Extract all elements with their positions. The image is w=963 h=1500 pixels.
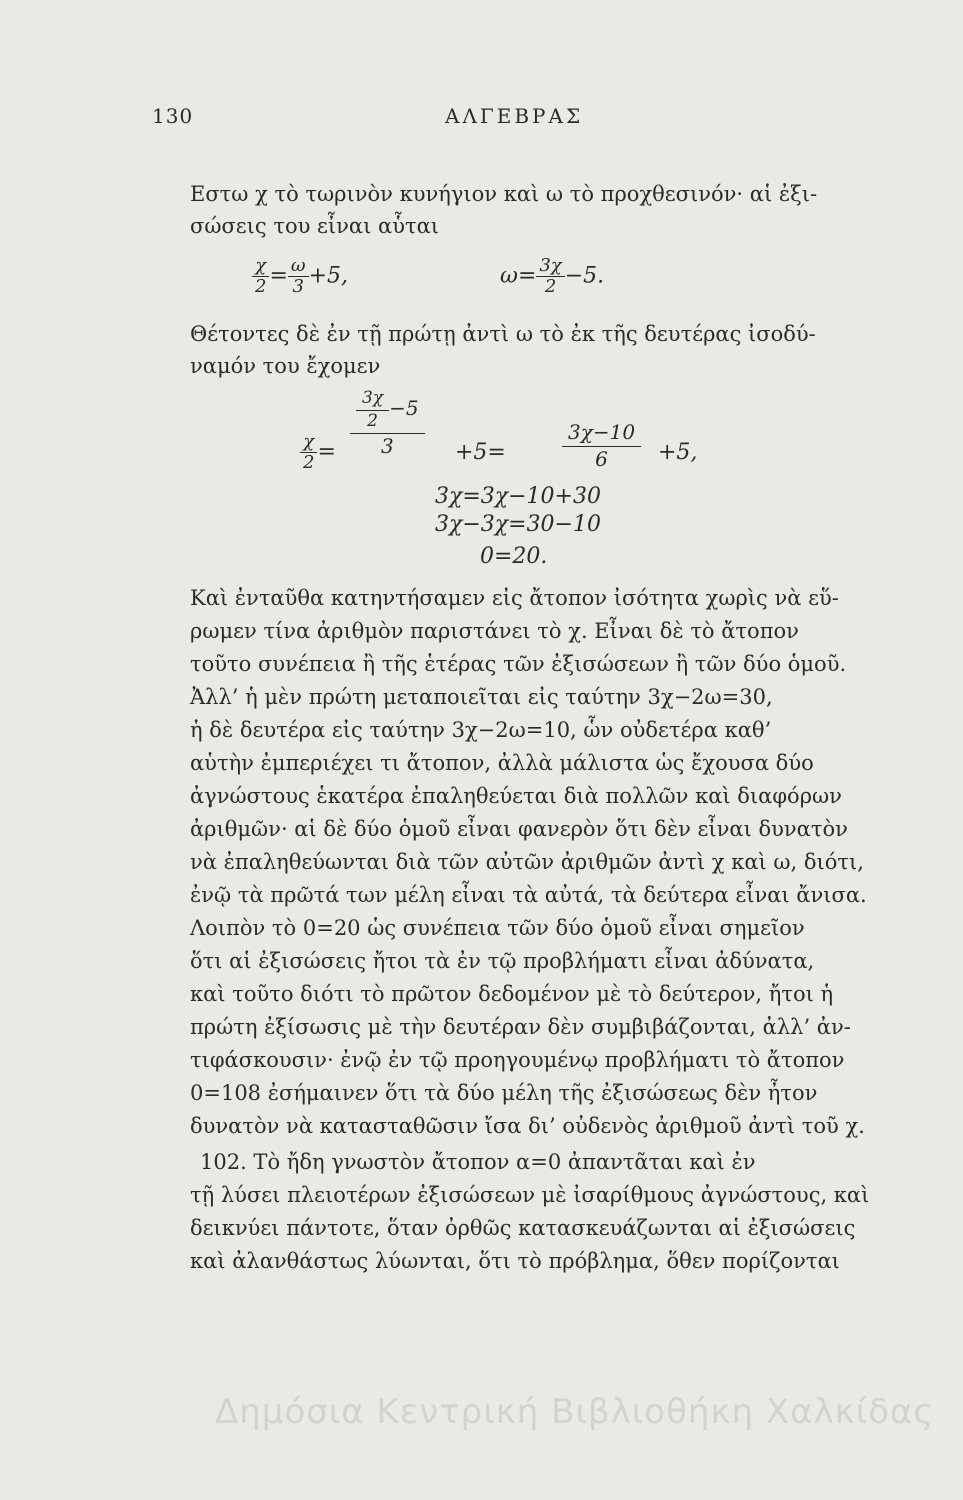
body-line-6: αὑτὴν ἐμπεριέχει τι ἄτοπον, ἀλλὰ μάλιστα ὡς ἔχουσα δύο	[190, 751, 814, 775]
body-line-4: Ἀλλ’ ἡ μὲν πρώτη μεταποιεῖται εἰς ταύτην 3χ−2ω=30,	[190, 685, 773, 709]
equation-2-plus5: +5=	[455, 440, 506, 465]
body-line-2: ρωμεν τίνα ἀριθμὸν παριστάνει τὸ χ. Εἶναι δὲ τὸ ἄτοπον	[190, 619, 799, 643]
equation-2-tail: +5,	[658, 440, 698, 465]
body-line-1: Καὶ ἐνταῦθα κατηντήσαμεν εἰς ἄτοπον ἰσότητα χωρὶς νὰ εὕ-	[190, 586, 839, 610]
body-line-8: ἀριθμῶν· αἱ δὲ δύο ὁμοῦ εἶναι φανερὸν ὅτι δὲν εἶναι δυνατὸν	[190, 817, 848, 841]
mid-line-2: ναμόν του ἔχομεν	[190, 354, 381, 378]
equation-5: 0=20.	[480, 544, 548, 569]
body-line-11: Λοιπὸν τὸ 0=20 ὡς συνέπεια τῶν δύο ὁμοῦ εἶναι σημεῖον	[190, 916, 805, 940]
equation-1-left: $\frac{\chi}{2}$ = $\frac{\omega}{3}$ +5,	[252, 256, 348, 297]
equation-1-right: ω= $\frac{3\chi}{2}$ −5.	[500, 255, 605, 297]
intro-line-2: σώσεις του εἶναι αὗται	[190, 214, 439, 238]
body-line-10: ἐνῷ τὰ πρῶτά των μέλη εἶναι τὰ αὐτά, τὰ δεύτερα εἶναι ἄνισα.	[190, 883, 867, 907]
body-line-12: ὅτι αἱ ἐξισώσεις ἤτοι τὰ ἐν τῷ προβλήματι εἶναι ἀδύνατα,	[190, 949, 815, 973]
body-line-14: πρώτη ἐξίσωσις μὲ τὴν δευτέραν δὲν συμβιβάζονται, ἀλλ’ ἀν-	[190, 1015, 851, 1039]
body-line-17: δυνατὸν νὰ κατασταθῶσιν ἴσα δι’ οὐδενὸς ἀριθμοῦ ἀντὶ τοῦ χ.	[190, 1114, 865, 1138]
page-number: 130	[152, 104, 194, 128]
body-line-13: καὶ τοῦτο διότι τὸ πρῶτον δεδομένον μὲ τὸ δεύτερον, ἤτοι ἡ	[190, 982, 834, 1006]
fraction-3x-over-2: $\frac{3\chi}{2}$	[536, 256, 564, 297]
body-line-3: τοῦτο συνέπεια ἢ τῆς ἑτέρας τῶν ἐξισώσεων ἢ τῶν δύο ὁμοῦ.	[190, 652, 847, 676]
section-line-2: τῇ λύσει πλειοτέρων ἐξισώσεων μὲ ἰσαρίθμους ἀγνώστους, καὶ	[190, 1183, 870, 1207]
section-line-4: καὶ ἀλανθάστως λύωνται, ὅτι τὸ πρόβλημα, ὅθεν πορίζονται	[190, 1249, 840, 1273]
section-line-1: 102. Τὸ ἤδη γνωστὸν ἄτοπον α=0 ἀπαντᾶται καὶ ἐν	[200, 1150, 756, 1174]
fraction-x-over-2: $\frac{\chi}{2}$	[252, 256, 269, 297]
body-line-5: ἡ δὲ δευτέρα εἰς ταύτην 3χ−2ω=10, ὧν οὐδετέρα καθ’	[190, 718, 772, 742]
equation-4: 3χ−3χ=30−10	[435, 512, 601, 537]
fraction-3x-minus-10-over-6: $\frac{3\chi-10}{6}$	[562, 420, 641, 471]
running-title: ΑΛΓΕΒΡΑΣ	[445, 104, 584, 128]
compound-fraction: $\frac{3\chi}{2}$ −5 3	[350, 388, 425, 458]
body-line-9: νὰ ἐπαληθεύωνται διὰ τῶν αὐτῶν ἀριθμῶν ἀντὶ χ καὶ ω, διότι,	[190, 850, 864, 874]
section-line-3: δεικνύει πάντοτε, ὅταν ὀρθῶς κατασκευάζωνται αἱ ἐξισώσεις	[190, 1216, 856, 1240]
body-line-15: τιφάσκουσιν· ἐνῷ ἐν τῷ προηγουμένῳ προβλήματι τὸ ἄτοπον	[190, 1048, 845, 1072]
equation-3: 3χ=3χ−10+30	[435, 484, 601, 509]
library-watermark: Δημόσια Κεντρική Βιβλιοθήκη Χαλκίδας	[215, 1392, 935, 1432]
body-line-16: 0=108 ἐσήμαινεν ὅτι τὰ δύο μέλη τῆς ἐξισώσεως δὲν ἦτον	[190, 1081, 818, 1105]
fraction-w-over-3: $\frac{\omega}{3}$	[288, 256, 309, 297]
equation-2-lhs: $\frac{\chi}{2}$ =	[300, 432, 336, 473]
intro-line-1: Εστω χ τὸ τωρινὸν κυνήγιον καὶ ω τὸ προχθεσινόν· αἱ ἐξι-	[190, 182, 818, 206]
body-line-7: ἀγνώστους ἑκατέρα ἐπαληθεύεται διὰ πολλῶν καὶ διαφόρων	[190, 784, 842, 808]
mid-line-1: Θέτοντες δὲ ἐν τῇ πρώτῃ ἀντὶ ω τὸ ἐκ τῆς δευτέρας ἰσοδύ-	[190, 322, 816, 346]
